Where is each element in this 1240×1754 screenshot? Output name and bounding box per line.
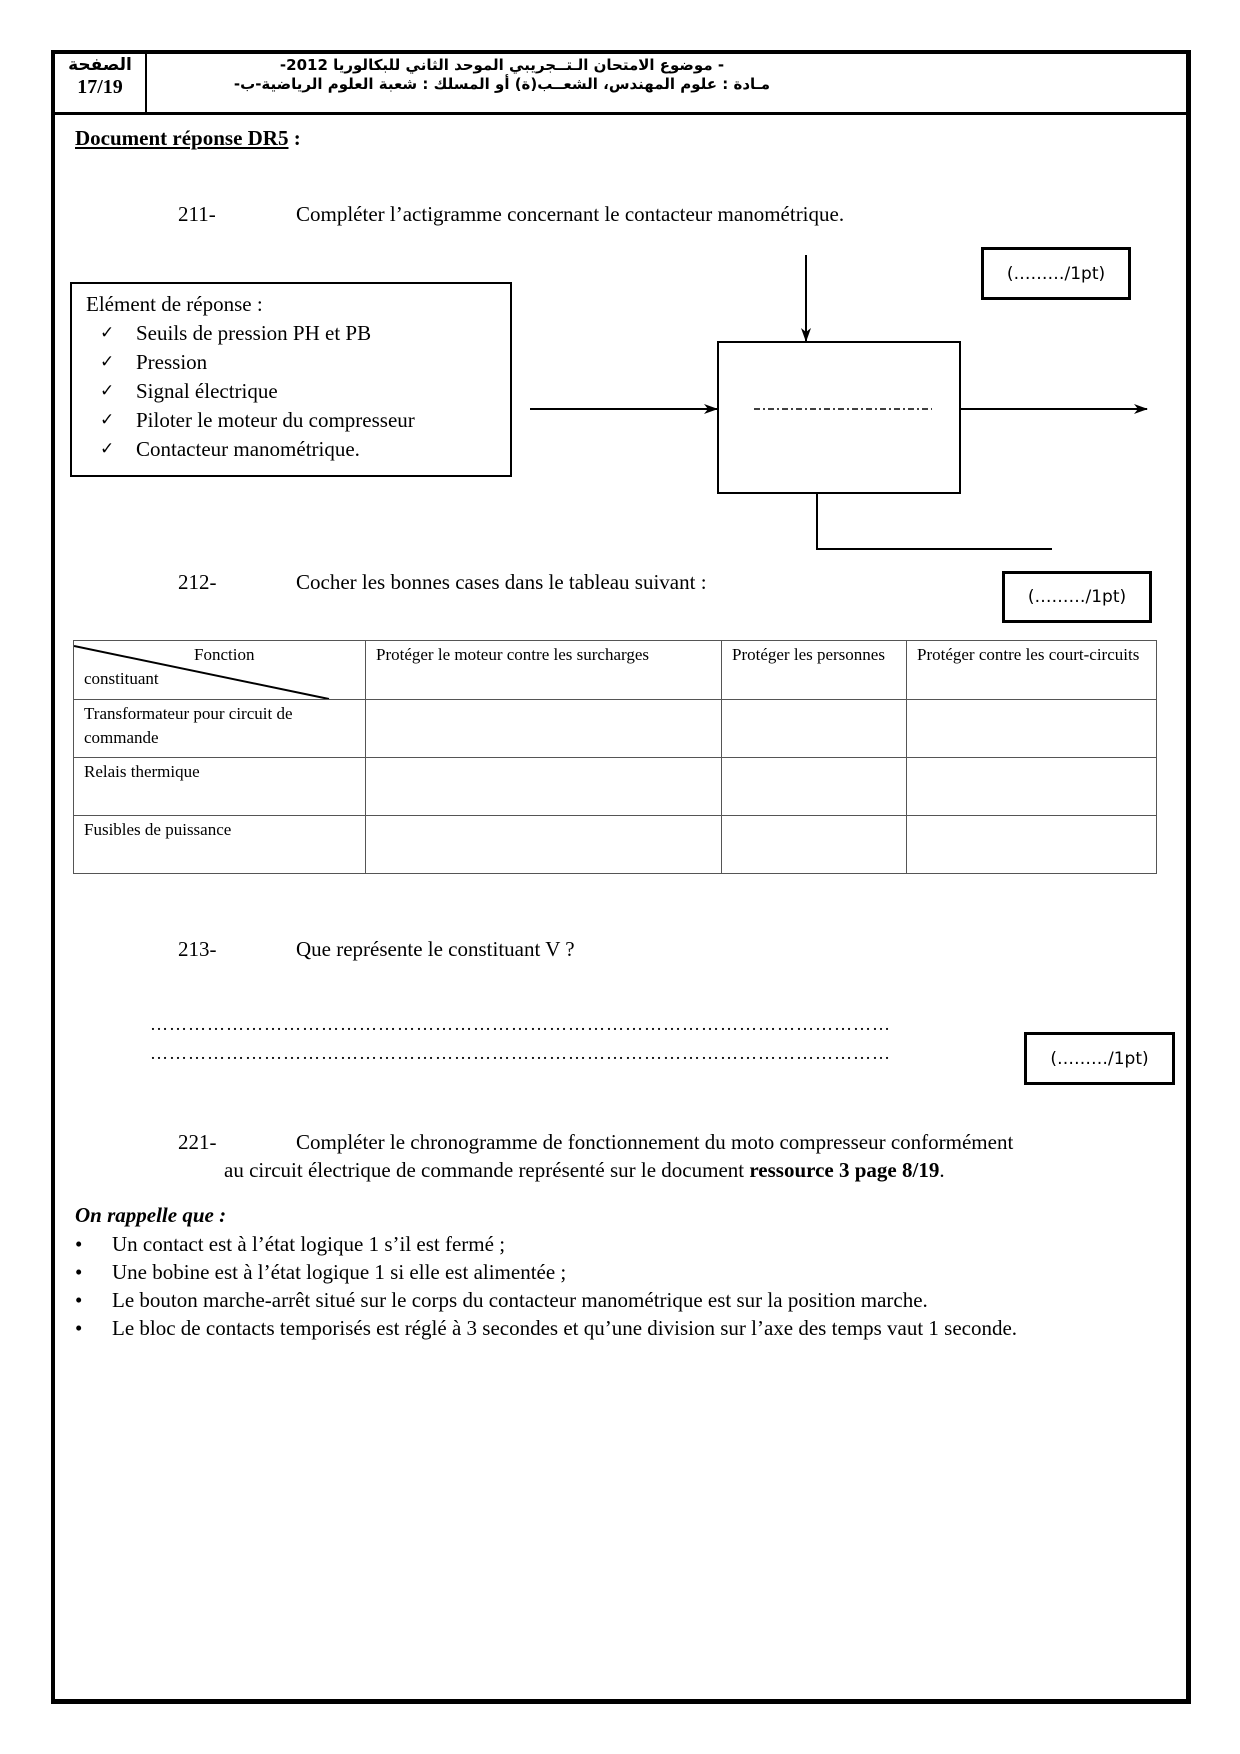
recall-list bbox=[75, 1230, 1165, 1342]
check-cell[interactable] bbox=[907, 816, 1157, 874]
check-cell[interactable] bbox=[907, 758, 1157, 816]
resource-reference: ressource 3 page 8/19 bbox=[749, 1158, 940, 1182]
q212-number: 212- bbox=[178, 570, 217, 594]
q213-text: Que représente le constituant V ? bbox=[296, 937, 575, 961]
bullet-icon: • bbox=[75, 1288, 83, 1312]
actigram-diagram bbox=[0, 0, 1240, 620]
check-cell[interactable] bbox=[366, 758, 722, 816]
q211-text: Compléter l’actigramme concernant le contacteur manométrique. bbox=[296, 202, 845, 226]
q213-number: 213- bbox=[178, 937, 217, 961]
recall-item-text: Un contact est à l’état logique 1 s’il est fermé ; bbox=[112, 1232, 506, 1256]
q221-text-line2-suffix: . bbox=[939, 1158, 945, 1182]
recall-title: On rappelle que : bbox=[75, 1203, 227, 1227]
function-box bbox=[718, 342, 960, 493]
table-header-row bbox=[74, 641, 1157, 700]
q221-text-line1: Compléter le chronogramme de fonctionnement du moto compresseur conformément bbox=[296, 1130, 1014, 1154]
corner-label-constituant: constituant bbox=[84, 669, 159, 688]
function-table bbox=[73, 640, 1157, 874]
check-icon: ✓ bbox=[100, 381, 115, 401]
table-row bbox=[74, 700, 1157, 758]
recall-item bbox=[75, 1230, 1165, 1258]
table-row bbox=[74, 816, 1157, 874]
column-header: Protéger les personnes bbox=[722, 641, 907, 700]
recall-item bbox=[75, 1314, 1165, 1342]
table-row bbox=[74, 758, 1157, 816]
recall-item bbox=[75, 1286, 1165, 1314]
support-line bbox=[817, 493, 1052, 549]
check-cell[interactable] bbox=[366, 816, 722, 874]
check-cell[interactable] bbox=[722, 700, 907, 758]
row-label: Relais thermique bbox=[74, 758, 366, 816]
q212-text: Cocher les bonnes cases dans le tableau suivant : bbox=[296, 570, 707, 594]
response-element-label: Piloter le moteur du compresseur bbox=[136, 408, 415, 432]
answer-line-1[interactable]: ……………………………………………………………………………………………………… bbox=[150, 1014, 891, 1034]
check-icon: ✓ bbox=[100, 439, 115, 459]
row-label: Transformateur pour circuit de commande bbox=[74, 700, 366, 758]
bullet-icon: • bbox=[75, 1260, 83, 1284]
check-cell[interactable] bbox=[722, 758, 907, 816]
q212-points-box[interactable]: (………/1pt) bbox=[1002, 571, 1152, 623]
q211-number: 211- bbox=[178, 202, 216, 226]
q211-points-box[interactable]: (………/1pt) bbox=[981, 247, 1131, 300]
exam-title-line2: مـادة : علوم المهندس، الشعــب(ة) أو المسلك : شعبة العلوم الرياضية-ب- bbox=[233, 75, 771, 93]
answer-line-2[interactable]: ……………………………………………………………………………………………………… bbox=[150, 1043, 891, 1063]
response-element-label: Seuils de pression PH et PB bbox=[136, 321, 372, 345]
page-number: 17/19 bbox=[77, 76, 123, 98]
response-element-label: Pression bbox=[136, 350, 208, 374]
q221-text-line2 bbox=[224, 1158, 945, 1183]
check-icon: ✓ bbox=[100, 410, 115, 430]
q221-number: 221- bbox=[178, 1130, 217, 1154]
check-cell[interactable] bbox=[366, 700, 722, 758]
check-icon: ✓ bbox=[100, 352, 115, 372]
q213-points-box[interactable]: (………/1pt) bbox=[1024, 1032, 1175, 1085]
column-header: Protéger le moteur contre les surcharges bbox=[366, 641, 722, 700]
q221-text-line2-prefix: au circuit électrique de commande représenté sur le document bbox=[224, 1158, 750, 1182]
response-elements-title: Elément de réponse : bbox=[86, 292, 263, 316]
recall-item-text: Une bobine est à l’état logique 1 si elle est alimentée ; bbox=[112, 1260, 567, 1284]
row-label: Fusibles de puissance bbox=[74, 816, 366, 874]
recall-item-text: Le bloc de contacts temporisés est réglé à 3 secondes et qu’une division sur l’axe des temps vaut 1 seconde. bbox=[112, 1316, 1018, 1340]
check-cell[interactable] bbox=[722, 816, 907, 874]
column-header: Protéger contre les court-circuits bbox=[907, 641, 1157, 700]
corner-label-fonction: Fonction bbox=[194, 645, 255, 664]
recall-item-text: Le bouton marche-arrêt situé sur le corps du contacteur manométrique est sur la position marche. bbox=[112, 1288, 928, 1312]
document-title-suffix: : bbox=[288, 126, 301, 150]
check-icon: ✓ bbox=[100, 323, 115, 343]
recall-item bbox=[75, 1258, 1165, 1286]
document-title-main: Document réponse DR5 bbox=[75, 126, 289, 150]
exam-title-line1: - موضوع الامتحان الـتــجريبي الموحد الثاني للبكالوريا 2012- bbox=[279, 56, 725, 74]
table-corner-cell bbox=[74, 641, 366, 700]
response-element-label: Contacteur manométrique. bbox=[136, 437, 360, 461]
page-label: الصفحة bbox=[68, 55, 132, 75]
bullet-icon: • bbox=[75, 1316, 83, 1340]
bullet-icon: • bbox=[75, 1232, 83, 1256]
check-cell[interactable] bbox=[907, 700, 1157, 758]
response-element-label: Signal électrique bbox=[136, 379, 278, 403]
